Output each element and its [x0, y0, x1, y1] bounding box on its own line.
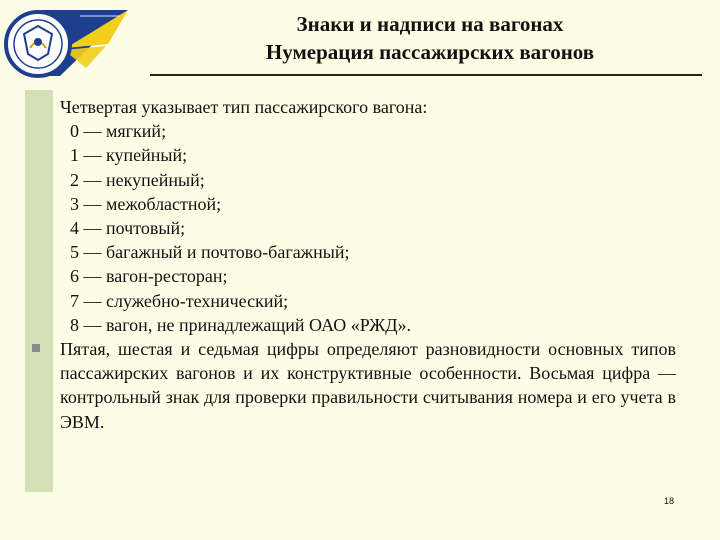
left-accent-bar — [25, 90, 53, 492]
paragraph-text: Пятая, шестая и седьмая цифры определяют разновидности основных типов пассажирских вагонов и их конструктивные особенности. Восьмая цифра — контрольный знак для проверки правильности считывания номера и его учета в ЭВМ. — [60, 339, 676, 432]
page-number: 18 — [664, 496, 675, 506]
type-item-3: 3 — межобластной; — [70, 193, 222, 214]
type-item-8: 8 — вагон, не принадлежащий ОАО «РЖД». — [70, 314, 411, 335]
slide-title — [150, 10, 710, 66]
type-item-2: 2 — некупейный; — [70, 169, 205, 190]
title-line-2: Нумерация пассажирских вагонов — [265, 40, 595, 64]
title-line-1: Знаки и надписи на вагонах — [296, 12, 564, 36]
type-item-6: 6 — вагон-ресторан; — [70, 266, 228, 287]
intro-line: Четвертая указывает тип пассажирского вагона: — [60, 97, 428, 117]
type-item-0: 0 — мягкий; — [70, 121, 167, 142]
bullet-square-icon — [32, 344, 40, 352]
bullet-paragraph — [60, 337, 676, 434]
type-item-4: 4 — почтовый; — [70, 218, 186, 239]
type-item-1: 1 — купейный; — [70, 145, 188, 166]
title-divider — [150, 74, 702, 76]
type-item-5: 5 — багажный и почтово-багажный; — [70, 242, 350, 263]
university-logo — [2, 4, 130, 80]
slide-body — [60, 95, 676, 434]
type-item-7: 7 — служебно-технический; — [70, 290, 289, 311]
